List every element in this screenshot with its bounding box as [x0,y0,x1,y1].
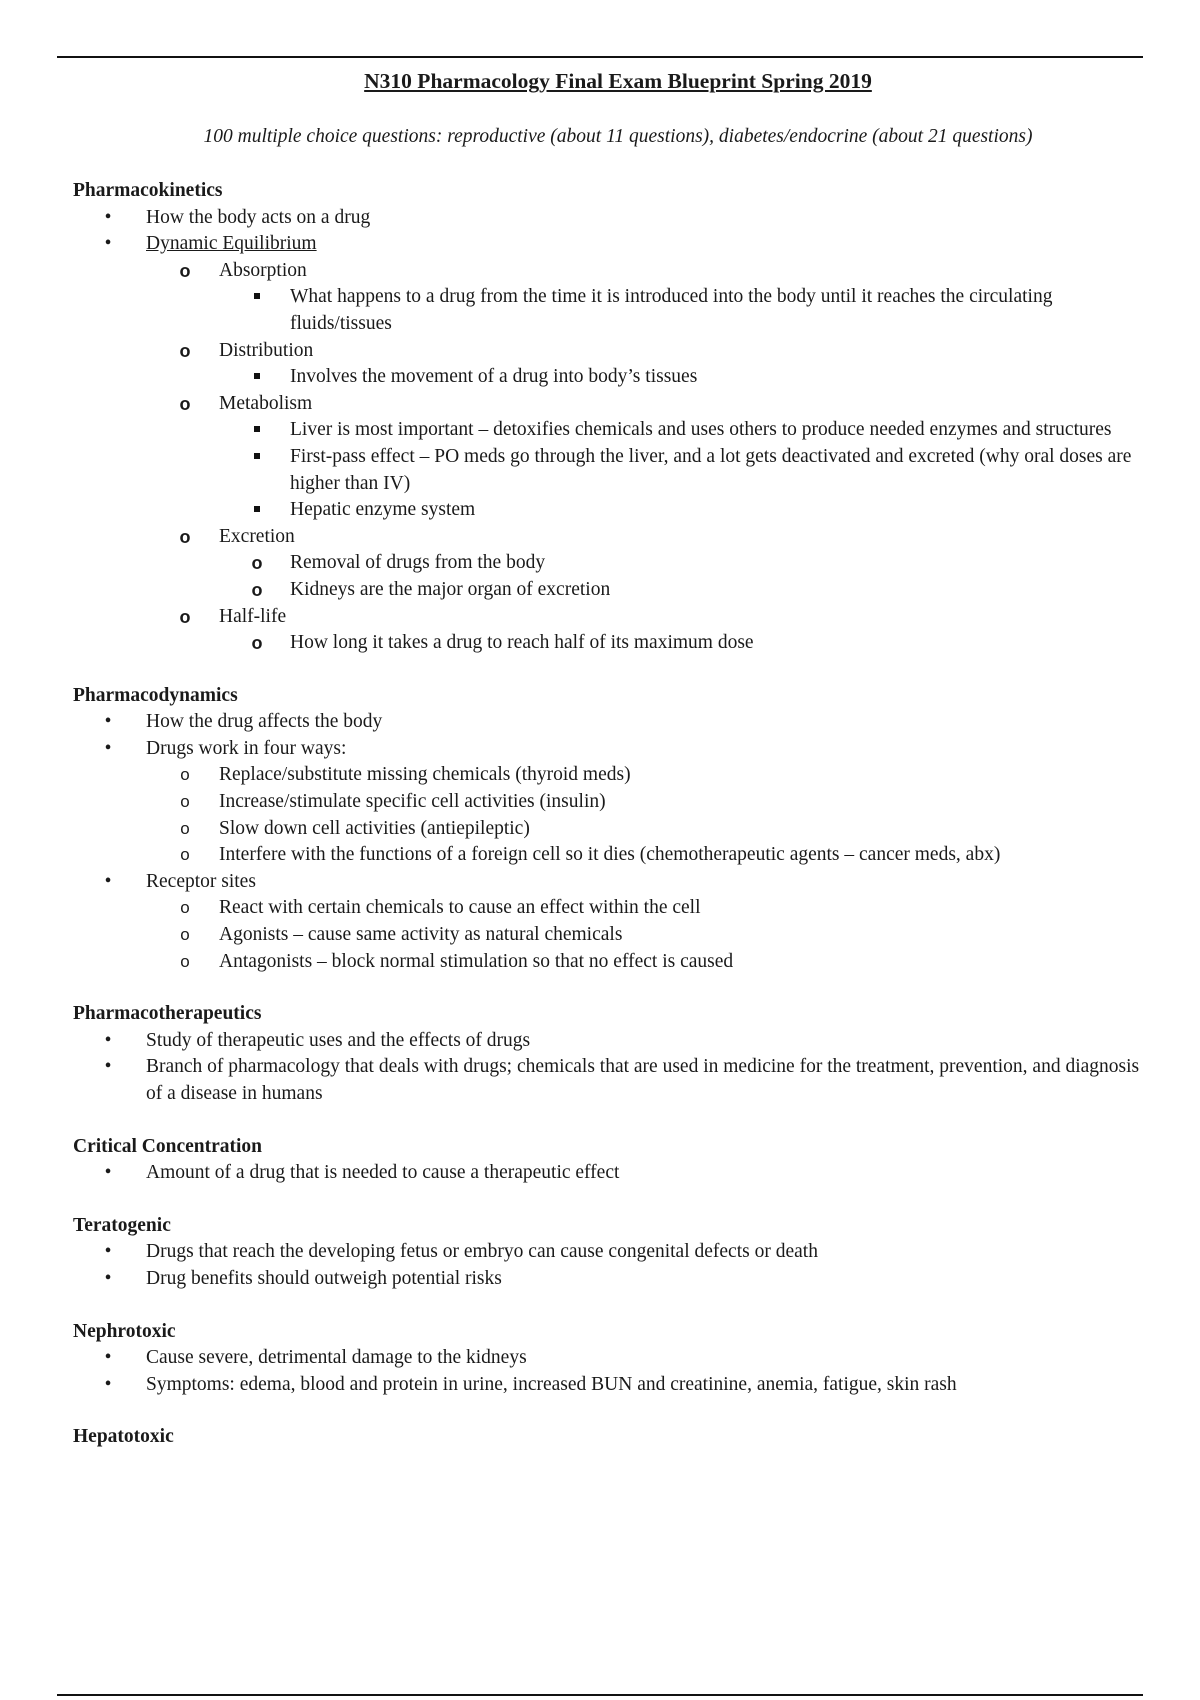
bullet-icon [101,1054,115,1081]
list-item: o Distribution [73,338,1153,365]
section-heading: Hepatotoxic [73,1426,174,1448]
document-title: N310 Pharmacology Final Exam Blueprint Spring 2019 [364,69,872,93]
circle-bullet-icon [250,577,264,605]
square-bullet-icon [250,497,264,524]
list-item: • Drugs that reach the developing fetus or embryo can cause congenital defects or death [73,1239,1153,1266]
document-body [73,178,1153,1451]
square-bullet-icon [250,364,264,391]
bullet-list [73,1239,1153,1292]
section-pharmacodynamics [73,683,1153,976]
section-pharmacokinetics [73,178,1153,657]
section-teratogenic [73,1213,1153,1293]
list-item: • Study of therapeutic uses and the effects of drugs [73,1028,1153,1055]
bullet-icon [101,709,115,736]
bottom-rule [57,1694,1143,1696]
list-item: Involves the movement of a drug into body’s tissues [73,364,1153,391]
circle-bullet-icon [178,258,192,286]
list-item: o Absorption [73,258,1153,285]
square-bullet-icon [250,444,264,471]
list-item: • Branch of pharmacology that deals with drugs; chemicals that are used in medicine for the treatment, prevention, and diagnosis of a disease in humans [73,1054,1153,1107]
bullet-icon [101,869,115,896]
bullet-icon [101,1239,115,1266]
list-item: • Receptor sites [73,869,1153,896]
circle-bullet-icon [250,550,264,578]
bullet-icon [101,736,115,763]
circle-bullet-icon [178,762,192,789]
list-item: o Slow down cell activities (antiepileptic) [73,816,1153,843]
circle-bullet-icon [178,842,192,869]
bullet-icon [101,1160,115,1187]
section-heading: Nephrotoxic [73,1320,176,1342]
list-item: o Replace/substitute missing chemicals (thyroid meds) [73,762,1153,789]
circle-bullet-icon [250,630,264,658]
section-heading: Pharmacokinetics [73,180,223,201]
bullet-list [73,1345,1153,1398]
list-item: First-pass effect – PO meds go through the liver, and a lot gets deactivated and excreted (why oral doses are higher than IV) [73,444,1153,497]
list-item: • How the drug affects the body [73,709,1153,736]
bullet-icon [101,205,115,232]
list-item: o How long it takes a drug to reach half of its maximum dose [73,630,1153,657]
section-pharmacotherapeutics [73,1001,1153,1107]
list-item: • Symptoms: edema, blood and protein in urine, increased BUN and creatinine, anemia, fatigue, skin rash [73,1372,1153,1399]
square-bullet-icon [250,284,264,311]
list-item: • Dynamic Equilibrium [73,231,1153,258]
list-item: What happens to a drug from the time it is introduced into the body until it reaches the circulating fluids/tissues [73,284,1153,337]
list-item: • Cause severe, detrimental damage to the kidneys [73,1345,1153,1372]
bullet-list [73,1028,1153,1108]
list-item: • Amount of a drug that is needed to cause a therapeutic effect [73,1160,1153,1187]
section-heading: Pharmacodynamics [73,684,238,706]
circle-bullet-icon [178,391,192,419]
bullet-icon [101,1372,115,1399]
section-heading: Teratogenic [73,1214,171,1236]
list-item: • Drugs work in four ways: [73,736,1153,763]
bullet-icon [101,231,115,258]
circle-bullet-icon [178,789,192,816]
document-subtitle: 100 multiple choice questions: reproductive (about 11 questions), diabetes/endocrine (about 21 questions) [203,126,1033,147]
list-item: o Half-life [73,604,1153,631]
section-critical-concentration [73,1134,1153,1187]
list-item: o Metabolism [73,391,1153,418]
list-item: o Agonists – cause same activity as natural chemicals [73,922,1153,949]
circle-bullet-icon [178,949,192,976]
top-rule [57,56,1143,58]
list-item: Hepatic enzyme system [73,497,1153,524]
list-item: o React with certain chemicals to cause an effect within the cell [73,895,1153,922]
square-bullet-icon [250,417,264,444]
list-item: • How the body acts on a drug [73,205,1153,232]
list-item: o Antagonists – block normal stimulation so that no effect is caused [73,949,1153,976]
circle-bullet-icon [178,338,192,366]
circle-bullet-icon [178,816,192,843]
list-item: Liver is most important – detoxifies chemicals and uses others to produce needed enzymes and structures [73,417,1153,444]
circle-bullet-icon [178,604,192,632]
bullet-icon [101,1028,115,1055]
bullet-list [73,205,1153,657]
list-item: o Removal of drugs from the body [73,550,1153,577]
section-hepatotoxic [73,1424,1153,1451]
list-item: o Interfere with the functions of a foreign cell so it dies (chemotherapeutic agents – cancer meds, abx) [73,842,1153,869]
bullet-icon [101,1345,115,1372]
circle-bullet-icon [178,524,192,552]
bullet-list [73,1160,1153,1187]
section-heading: Critical Concentration [73,1135,263,1157]
list-item: • Drug benefits should outweigh potential risks [73,1266,1153,1293]
section-heading: Pharmacotherapeutics [73,1003,262,1025]
section-nephrotoxic [73,1319,1153,1399]
list-item: o Increase/stimulate specific cell activities (insulin) [73,789,1153,816]
circle-bullet-icon [178,922,192,949]
bullet-icon [101,1266,115,1293]
circle-bullet-icon [178,895,192,922]
bullet-list [73,709,1153,975]
list-item: o Excretion [73,524,1153,551]
list-item: o Kidneys are the major organ of excretion [73,577,1153,604]
